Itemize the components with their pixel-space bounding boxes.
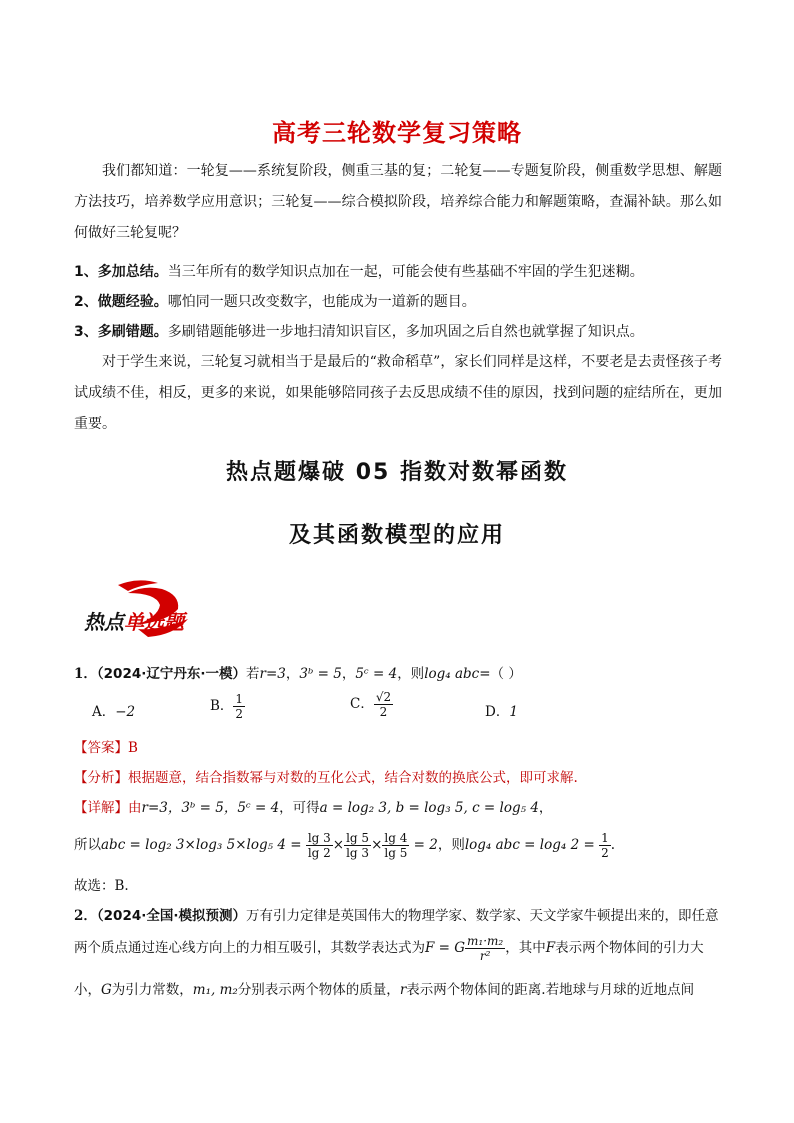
page-title: 高考三轮数学复习策略: [272, 119, 522, 147]
product-expression: abc = log₂ 3×log₃ 5×log₅ 4 =: [101, 837, 302, 853]
q2-text: 两个质点通过连心线方向上的力相互吸引，其数学表达式为: [74, 940, 425, 956]
option-label: D．: [485, 704, 510, 720]
detail-text: ，: [538, 800, 553, 816]
intro-paragraph: 我们都知道：一轮复——系统复阶段，侧重三基的复；二轮复——专题复阶段，侧重数学思想、解题方法技巧，培养数学应用意识；三轮复——综合模拟阶段，培养综合能力和解题策略，查漏补缺。那么如何做好三轮复呢？: [74, 163, 722, 241]
condition-3: 5ᶜ = 4: [355, 666, 398, 682]
analysis-label: 【分析】: [74, 770, 128, 786]
section-title-line-2: 及其函数模型的应用: [288, 523, 505, 548]
option-fraction: [233, 692, 245, 721]
q1-stem: 1．（2024·辽宁丹东·一模）若r=3，3ᵇ = 5，5ᶜ = 4，则log₄ abc=（ ）: [74, 666, 522, 682]
option-value: −2: [115, 704, 136, 720]
strategy-text: 当三年所有的数学知识点加在一起，可能会使有些基础不牢固的学生犯迷糊。: [167, 264, 644, 280]
detail-line-2: 所以abc = log₂ 3×log₃ 5×log₅ 4 = $\frac{\lg 3}{\lg 2}$ × $\frac{\lg 5}{\lg 3}$ × $\frac{\lg 4}{\lg 5}$ = 2，则log₄ abc = log₄ 2 = $\frac{1}{2}$ .: [74, 831, 615, 860]
q2-text: 为引力常数，: [111, 982, 193, 998]
option-c[interactable]: [350, 690, 393, 719]
option-b[interactable]: [210, 692, 245, 721]
stem-text: ，则: [397, 666, 425, 682]
stem-text: 若: [246, 666, 260, 682]
var-r: r: [399, 982, 407, 998]
strategy-text: 哪怕同一题只改变数字，也能成为一道新的题目。: [167, 294, 476, 310]
logo-part-2: 单选题: [124, 610, 184, 634]
q2-text: 表示两个物体间的引力大: [555, 940, 704, 956]
detail-text: 由: [128, 800, 142, 816]
analysis-text: 根据题意，结合指数幂与对数的互化公式，结合对数的换底公式，即可求解.: [128, 770, 578, 786]
strategy-item-3: [74, 322, 722, 342]
option-a[interactable]: [92, 700, 135, 720]
detail-text: 所以: [74, 837, 101, 853]
strategy-lead: 3、多刷错题。: [74, 324, 168, 340]
q2-line-1: [74, 905, 734, 927]
denominator: lg 3: [346, 846, 370, 860]
logo-text: [84, 606, 184, 635]
fraction-2: [344, 831, 371, 860]
closing-paragraph: 对于学生来说，三轮复习就相当于是最后的“救命稻草”，家长们同样是这样，不要老是去责怪孩子考试成绩不佳，相反，更多的来说，如果能够陪同孩子去反思成绩不佳的原因，找到问题的症结所在，更加重要。: [74, 354, 722, 432]
var-f: F: [545, 940, 556, 956]
option-d[interactable]: [485, 700, 518, 720]
target-expression: log₄ abc: [424, 666, 480, 682]
numerator: lg 5: [346, 831, 370, 845]
detail-conditions: r=3，3ᵇ = 5，5ᶜ = 4: [141, 800, 280, 816]
question-number: 2．: [74, 908, 97, 924]
gravity-formula: F = G: [425, 940, 466, 956]
strategy-lead: 1、多加总结。: [74, 264, 168, 280]
var-m: m₁, m₂: [192, 982, 238, 998]
denominator: 2: [601, 846, 609, 860]
q2-text: ，其中: [505, 940, 546, 956]
var-g: G: [101, 982, 112, 998]
q1-options: [92, 690, 712, 730]
fraction-3: [382, 831, 409, 860]
detail-values: a = log₂ 3, b = log₃ 5, c = log₅ 4: [319, 800, 539, 816]
stem-tail: =（ ）: [479, 666, 522, 682]
denominator: lg 2: [307, 846, 331, 860]
option-label: A．: [92, 704, 116, 720]
answer-value: B: [128, 740, 138, 756]
numerator: √2: [375, 690, 392, 704]
condition-1: r=3: [259, 666, 286, 682]
numerator: lg 3: [307, 831, 331, 845]
numerator: m₁·m₂: [467, 934, 504, 948]
detail-text: ，则: [437, 837, 465, 853]
analysis-line: [74, 767, 734, 789]
numerator: lg 4: [384, 831, 408, 845]
option-label: B．: [210, 698, 234, 714]
detail-label: 【详解】: [74, 800, 128, 816]
strategy-item-2: [74, 292, 722, 312]
denominator: 2: [235, 707, 244, 721]
condition-2: 3ᵇ = 5: [299, 666, 342, 682]
q2-text: 分别表示两个物体的质量，: [237, 982, 400, 998]
question-source: （2024·全国·模拟预测）: [96, 908, 246, 924]
strategy-text: 多刷错题能够进一步地扫清知识盲区，多加巩固之后自然也就掌握了知识点。: [167, 324, 644, 340]
section-title-line-1: 热点题爆破 05 指数对数幂函数: [226, 460, 568, 485]
denominator: lg 5: [384, 846, 408, 860]
strategy-lead: 2、做题经验。: [74, 294, 168, 310]
q2-line-3: [74, 979, 734, 1001]
numerator: 1: [235, 692, 244, 706]
result-expression: log₄ abc = log₄ 2 =: [464, 837, 595, 853]
logo-part-1: 热点: [84, 610, 124, 634]
numerator: 1: [601, 831, 609, 845]
option-value: 1: [509, 704, 518, 720]
q2-text: 万有引力定律是英国伟大的物理学家、数学家、天文学家牛顿提出来的，即任意: [246, 908, 719, 924]
q2-text: 表示两个物体间的距离.若地球与月球的近地点间: [406, 982, 695, 998]
equals-two: = 2: [413, 837, 438, 853]
choose-line: 故选：B.: [74, 878, 129, 894]
q2-line-2: [74, 932, 734, 964]
denominator: 2: [379, 705, 388, 719]
formula-fraction: [465, 934, 505, 963]
result-fraction: [599, 831, 611, 860]
strategy-item-1: [74, 262, 722, 282]
detail-line-1: [74, 797, 734, 819]
answer-label: 【答案】: [74, 740, 128, 756]
option-fraction: [374, 690, 393, 719]
denominator: r²: [479, 949, 491, 963]
q2-text: 小，: [74, 982, 101, 998]
answer-line: [74, 737, 734, 759]
question-number: 1．: [74, 666, 97, 682]
question-source: （2024·辽宁丹东·一模）: [96, 666, 246, 682]
detail-text: ，可得: [279, 800, 320, 816]
option-label: C．: [350, 696, 374, 712]
fraction-1: [306, 831, 333, 860]
